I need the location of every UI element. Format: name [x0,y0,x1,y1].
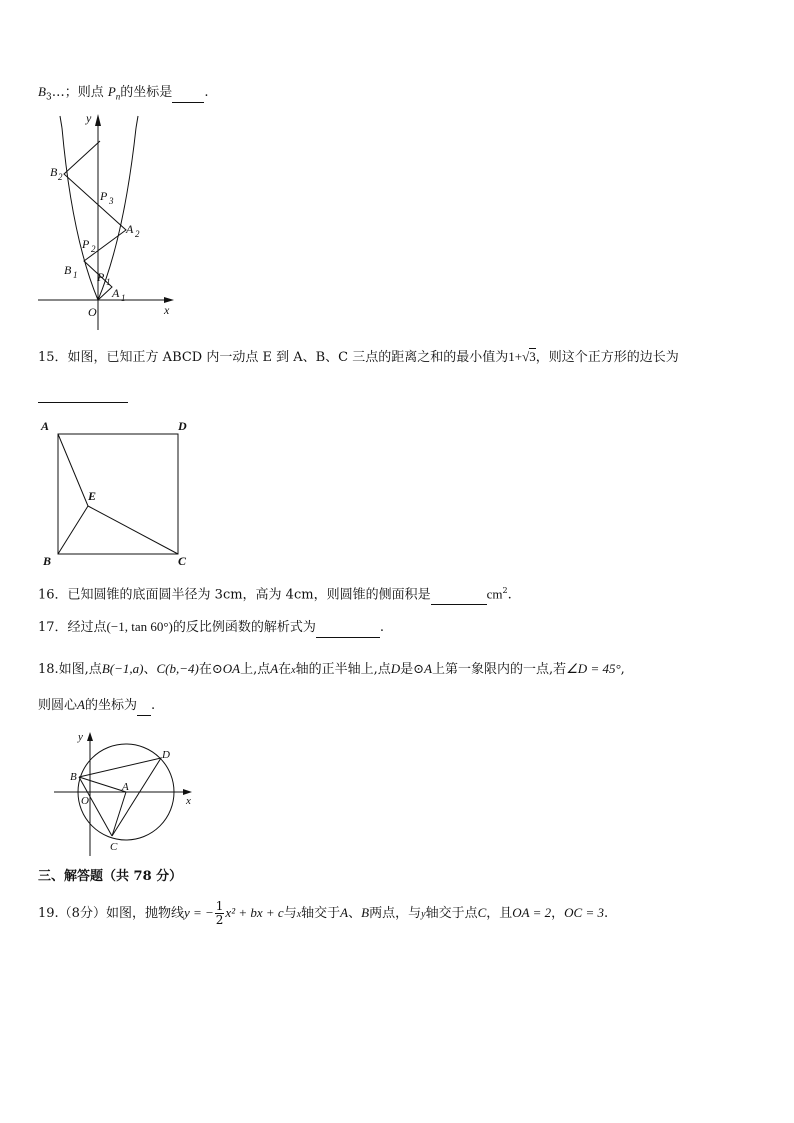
q18-line2-t1: 则圆心 [38,698,78,713]
q19-t5: 两点，与 [369,906,422,921]
q17-answer-blank[interactable] [316,619,380,638]
q18-line2-end: . [150,698,156,713]
q19-c: C [477,905,487,920]
square-figure [38,416,208,566]
q19-t2: 与 [283,906,297,921]
q16-answer-blank[interactable] [431,586,487,605]
svg-text:P: P [82,237,90,251]
q19-b: B [361,905,370,920]
fig14-x-label: x [164,303,170,317]
q18-t8: , [620,662,625,677]
fig14-label-a2 [125,222,140,239]
q18-t3: 上,点 [240,662,271,677]
q16-unit: cm [486,586,503,602]
q19-frac-num: 1 [215,899,224,913]
q18-t1: 18.如图,点 [38,662,102,677]
q15-text2: ，则这个正方形的边长为 [535,350,679,365]
svg-text:1: 1 [73,270,78,280]
q15-text1: 15．如图，已知正方 ABCD 内一动点 E 到 A、B、C 三点的距离之和的最小值为 [38,350,509,365]
q18-point-c: C(b,−4) [156,661,199,676]
label-e: E [88,489,97,503]
q18-line1 [38,660,625,680]
q18-angle: ∠D = 45° [566,661,621,676]
q18-a: A [270,661,279,676]
q19-t4: 、 [348,906,362,921]
q14-point: P [107,84,116,99]
q17-end: . [379,620,385,635]
q18-d: D [390,661,401,676]
q18-oa: OA [222,661,241,676]
q19-t7: ，且 [486,906,513,921]
svg-text:B: B [50,165,58,179]
parabola-figure [30,108,190,323]
sqrt-sign: √ [522,349,530,364]
q19-t3: 轴交于 [301,906,341,921]
q19-t8: ， [551,906,565,921]
q18-line2-t2: 的坐标为 [84,698,137,713]
fig18-o-label: O [81,795,89,807]
q14-tail [38,83,208,107]
svg-text:1: 1 [106,277,111,287]
q19-rhs: x² + bx + c [225,905,284,920]
q19-t6: 轴交于点 [425,906,478,921]
q19-y: y [421,909,426,920]
q18-line2 [38,696,155,716]
fig14-y-label: y [86,111,92,125]
svg-text:2: 2 [91,244,96,254]
q15-answer-blank[interactable] [38,384,128,403]
fig18-b-label: B [70,771,77,783]
q14-text2: 的坐标是 [120,85,173,100]
q15-sqrt-arg: 3 [529,349,536,364]
q18-answer-blank[interactable] [137,697,151,716]
q16-text1: 16．已知圆锥的底面圆半径为 3cm，高为 4cm，则圆锥的侧面积是 [38,587,431,603]
segment-ae-eb [58,434,88,554]
fig14-label-b2 [50,165,63,182]
svg-text:P: P [97,270,105,284]
q14-point-sub: n [115,91,121,102]
q19-t1: 19.（8分）如图，抛物线 [38,906,184,921]
fig18-y-label: y [78,731,83,743]
q19-end: . [604,906,609,921]
q19-frac-den: 2 [215,913,224,927]
y-axis-arrow [95,114,101,126]
svg-text:2: 2 [58,172,63,182]
svg-text:2: 2 [135,229,140,239]
svg-text:A: A [112,286,120,300]
q18-line2-a: A [77,697,85,712]
svg-text:3: 3 [109,196,114,206]
q15-expr: 1+ [508,349,523,364]
q19-a: A [340,905,349,920]
q16-unit-sup: 2 [502,586,508,595]
fig18-y-arrow [87,732,93,741]
q14-answer-blank[interactable] [172,84,204,103]
fig14-origin-label: O [88,305,97,319]
q15-text [38,348,679,367]
q19-oa: OA = 2 [512,905,552,920]
q17-text1: 17．经过点 [38,620,107,635]
q14-prefix: B [38,84,46,99]
chord-b-d-c [79,758,161,836]
q18-x: x [291,665,296,676]
fig14-label-b1 [64,263,78,280]
fig18-c-label: C [110,841,118,853]
square-abcd [58,434,178,554]
label-a: A [41,419,50,433]
q17-point: (−1, tan 60°) [106,619,173,634]
q18-point-b: B(−1,a) [101,661,144,676]
fig14-label-p3 [99,189,114,206]
fig18-x-label: x [186,795,191,807]
q19-text [38,900,608,927]
q19-fraction [215,900,225,927]
q18-sep: 、 [143,662,157,677]
q14-text1: …；则点 [51,85,104,100]
segment-ec [88,506,178,554]
q18-t6: 是⊙ [400,662,425,677]
q18-t7: 上第一象限内的一点,若 [432,662,567,677]
q18-a2: A [424,661,433,676]
label-b: B [43,554,52,568]
q18-t5: 轴的正半轴上,点 [295,662,391,677]
q17-text [38,618,384,638]
label-d: D [178,419,187,433]
svg-text:A: A [126,222,134,236]
q19-lhs: y = − [183,905,214,920]
q14-end: . [204,85,209,100]
q18-t4: 在 [278,662,292,677]
q16-end: . [507,587,512,603]
label-c: C [178,554,187,568]
svg-text:P: P [100,189,108,203]
q19-oc: OC = 3 [564,905,604,920]
q16-text [38,582,512,605]
svg-text:B: B [64,263,72,277]
fig14-label-p2 [81,237,96,254]
q17-text2: 的反比例函数的解析式为 [172,620,316,635]
section-3-heading: 三、解答题（共 78 分） [38,869,183,884]
q19-x: x [296,909,302,920]
q14-prefix-sub: 3 [45,92,52,103]
q18-t2: 在⊙ [198,662,223,677]
circle-figure [50,728,210,858]
fig18-a-label: A [122,781,129,793]
svg-text:1: 1 [121,293,126,303]
fig18-d-label: D [162,749,170,761]
